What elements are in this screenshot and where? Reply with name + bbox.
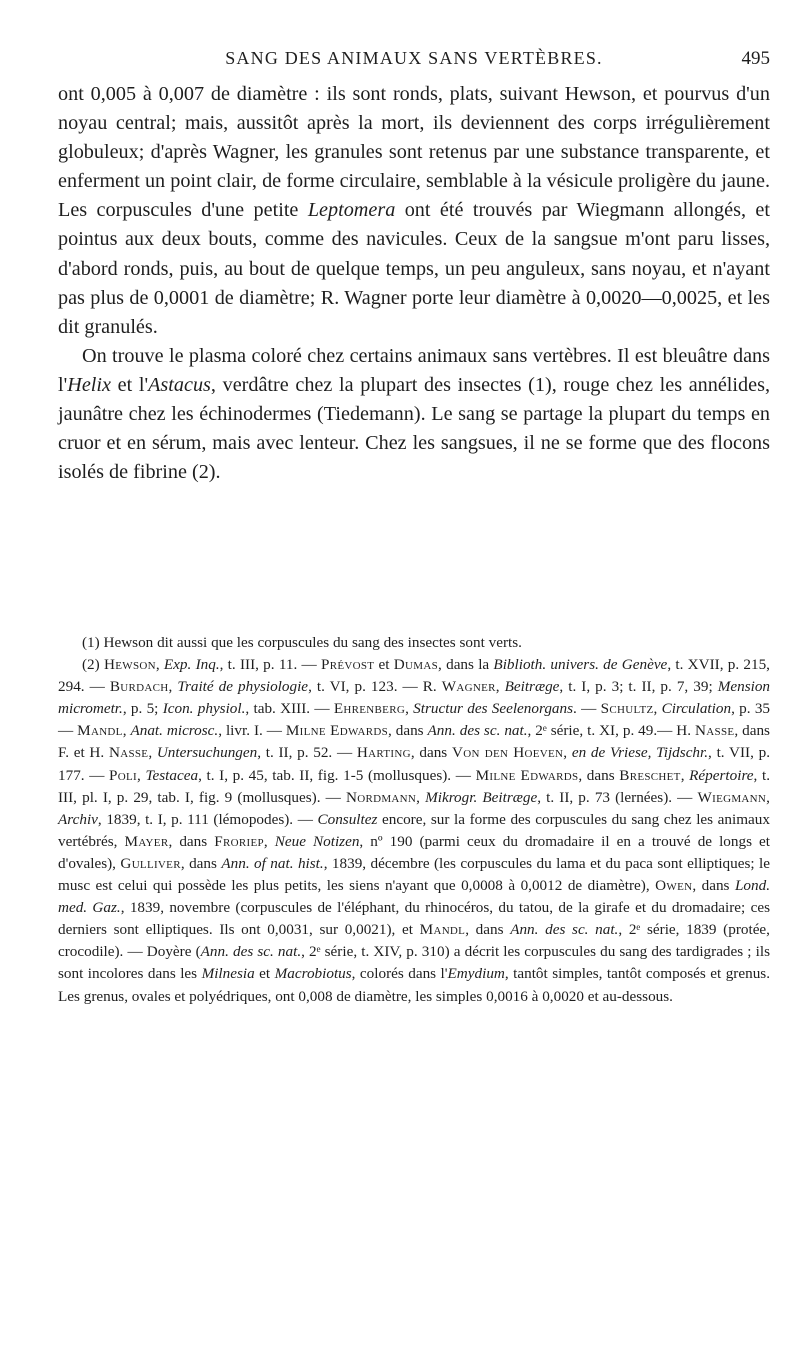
footnote-1: (1) Hewson dit aussi que les corpuscules du sang des insectes sont verts.: [82, 634, 522, 651]
taxon-name: Astacus: [148, 373, 211, 396]
footnotes: [58, 632, 770, 1008]
taxon-name: Leptomera: [307, 199, 396, 222]
footnote-2: (2) Hewson, Exp. Inq., t. III, p. 11. — Prévost et Dumas, dans la Biblioth. univers. de Genève, t. XVII, p. 215, 294. — Burdach, Traité de physiologie, t. VI, p. 123. — R. Wagner, Beitræge, t. I, p. 3; t. II, p. 7, 39; Mension micrometr., p. 5; Icon. physiol., tab. XIII. — Ehrenberg, Structur des Seelenorgans. — Schultz, Circulation, p. 35 — Mandl, Anat. microsc., livr. I. — Milne Edwards, dans Ann. des sc. nat., 2ᵉ série, t. XI, p. 49.— H. Nasse, dans F. et H. Nasse, Untersuchungen, t. II, p. 52. — Harting, dans Von den Hoeven, en de Vriese, Tijdschr., t. VII, p. 177. — Poli, Testacea, t. I, p. 45, tab. II, fig. 1-5 (mollusques). — Milne Edwards, dans Breschet, Répertoire, t. III, pl. I, p. 29, tab. I, fig. 9 (mollusques). — Nordmann, Mikrogr. Beitræge, t. II, p. 73 (lernées). — Wiegmann, Archiv, 1839, t. I, p. 111 (lémopodes). — Consultez encore, sur la forme des corpuscules du sang chez les animaux vertébrés, Mayer, dans Froriep, Neue Notizen, nº 190 (parmi ceux du dromadaire il en a trouvé de longs et d'ovales), Gulliver, dans Ann. of nat. hist., 1839, décembre (les corpuscules du lama et du paca sont elliptiques; le musc est celui qui possède les plus petits, les siens n'ayant que 0,0008 à 0,0012 de diamètre), Owen, dans Lond. med. Gaz., 1839, novembre (corpuscules de l'éléphant, du rhinocéros, du tatou, de la girafe et du dromadaire; ces derniers sont elliptiques. Ils ont 0,0031, sur 0,0021), et Mandl, dans Ann. des sc. nat., 2ᵉ série, 1839 (protée, crocodile). — Doyère (Ann. des sc. nat., 2ᵉ série, t. XIV, p. 310) a décrit les corpuscules du sang des tardigrades ; ils sont incolores dans les Milnesia et Macrobiotus, colorés dans l'Emydium, tantôt simples, tantôt composés et grenus. Les grenus, ovales et polyédriques, ont 0,008 de diamètre, les simples 0,0016 à 0,0020 et au-dessous.: [58, 656, 771, 1005]
paragraph-corpuscles: ont 0,005 à 0,007 de diamètre : ils sont ronds, plats, suivant Hewson, et pourvus d'un noyau central; mais, aussitôt après la mort, ils deviennent des corps irrégulièrement globuleux; d'après Wagner, les granules sont retenus par une substance transparente, et enferment un point clair, de forme circulaire, semblable à la vésicule proligère du jaune. Les corpuscules d'une petite Leptomera ont été trouvés par Wiegmann allongés, et pointus aux deux bouts, comme des navicules. Ceux de la sangsue m'ont paru lisses, d'abord ronds, puis, au bout de quelque temps, un peu anguleux, sans noyau, et n'ayant pas plus de 0,0001 de diamètre; R. Wagner porte leur diamètre à 0,0020—0,0025, et les dit granulés.: [58, 83, 770, 338]
page-header: [58, 48, 770, 76]
paragraph-plasma: On trouve le plasma coloré chez certains animaux sans vertèbres. Il est bleuâtre dans l'Helix et l'Astacus, verdâtre chez la plupart des insectes (1), rouge chez les annélides, jaunâtre chez les échinodermes (Tiedemann). Le sang se partage la plupart du temps en cruor et en sérum, mais avec lenteur. Chez les sangsues, il ne se forme que des flocons isolés de fibrine (2).: [58, 344, 770, 484]
running-head: SANG DES ANIMAUX SANS VERTÈBRES.: [225, 48, 603, 68]
main-text: [58, 80, 770, 487]
taxon-name: Helix: [67, 373, 111, 396]
page-number: 495: [741, 48, 770, 69]
